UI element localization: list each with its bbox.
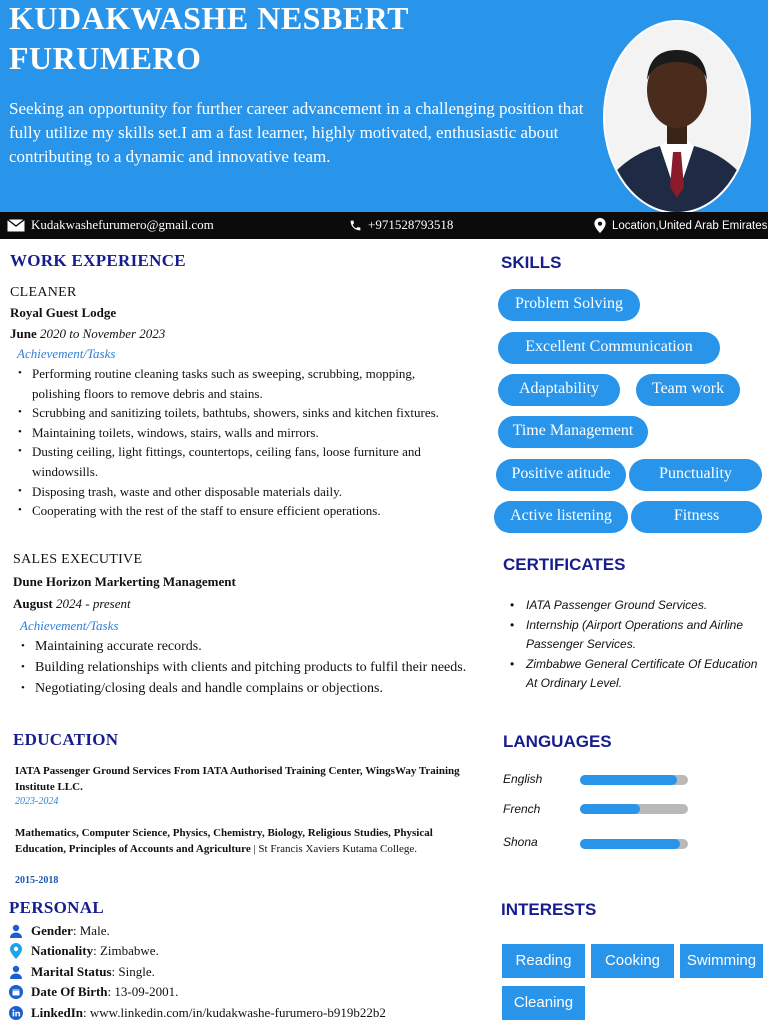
education-item-2: Mathematics, Computer Science, Physics, Chemistry, Biology, Religious Studies, Physical Education, Principles of Accounts and Agriculture | St Francis Xaviers Kutama College. [15,827,433,855]
company-1: Royal Guest Lodge [10,305,117,320]
list-item: • Negotiating/closing deals and handle complains or objections. [13,678,468,699]
list-item: • Maintaining accurate records. [13,636,468,657]
language-bar-english [580,775,688,785]
interest-reading: Reading [502,944,585,978]
language-bar-french [580,804,688,814]
list-item: • Zimbabwe General Certificate Of Education At Ordinary Level. [508,655,763,694]
list-item: • Building relationships with clients and pitching products to fulfil their needs. [13,657,468,678]
envelope-icon [7,219,25,232]
list-item: • Dusting ceiling, light fittings, countertops, ceiling fans, loose furniture and windowsills. [10,442,460,481]
list-item: • Scrubbing and sanitizing toilets, bathtubs, showers, sinks and kitchen fixtures. [10,403,460,423]
language-level-fill [580,775,677,785]
personal-date-of-birth: Date Of Birth: 13-09-2001. [9,983,178,1001]
linkedin-icon [9,1006,23,1020]
personal-nationality: Nationality: Zimbabwe. [9,942,159,960]
location-pin-icon [9,943,23,959]
job-title-1: CLEANER [10,285,77,300]
list-item: • Cooperating with the rest of the staff to ensure efficient operations. [10,501,460,521]
skill-problem-solving: Problem Solving [498,289,640,321]
user-icon [9,965,23,979]
list-item: • Disposing trash, waste and other disposable materials daily. [10,482,460,502]
user-icon [9,924,23,938]
skill-punctuality: Punctuality [629,459,762,491]
language-english: English [503,772,543,786]
location-text: Location,United Arab Emirates [612,219,768,232]
skills-heading: SKILLS [501,253,562,272]
language-french: French [503,802,541,816]
list-item: • Performing routine cleaning tasks such as sweeping, scrubbing, mopping, polishing floors to remove debris and stains. [10,364,460,403]
skill-adaptability: Adaptability [498,374,620,406]
work-experience-heading: WORK EXPERIENCE [10,251,186,270]
profile-photo [603,20,751,214]
header-banner [0,0,768,212]
education-years-2: 2015-2018 [15,875,59,886]
skill-team-work: Team work [636,374,740,406]
location-pin-icon [594,218,606,233]
tasks-label-1: Achievement/Tasks [17,346,116,361]
job-dates-2: August 2024 - present [13,596,131,611]
languages-heading: LANGUAGES [503,732,612,751]
personal-marital-status: Marital Status: Single. [9,963,155,981]
contact-email[interactable] [7,217,214,233]
person-portrait-icon [605,22,749,212]
email-text: Kudakwashefurumero@gmail.com [31,217,214,232]
phone-text: +971528793518 [368,217,454,232]
education-item-1: IATA Passenger Ground Services From IATA Authorised Training Center, WingsWay Training Institute LLC. [15,765,460,793]
personal-linkedin[interactable]: LinkedIn: www.linkedin.com/in/kudakwashe-furumero-b919b22b2 [9,1004,386,1022]
task-list-1 [10,364,460,521]
personal-heading: PERSONAL [9,898,104,917]
list-item: • Internship (Airport Operations and Airline Passenger Services. [508,616,763,655]
list-item: • Maintaining toilets, windows, stairs, walls and mirrors. [10,423,460,443]
summary-text: Seeking an opportunity for further career advancement in a challenging position that fully utilize my skills set.I am a fast learner, highly motivated, enthusiastic about contributing to a dynamic and innovative team. [9,99,584,166]
skill-excellent-communication: Excellent Communication [498,332,720,364]
education-years-1: 2023-2024 [15,796,59,807]
skill-active-listening: Active listening [494,501,628,533]
task-list-2 [13,636,468,699]
interests-heading: INTERESTS [501,900,597,919]
certificates-heading: CERTIFICATES [503,555,626,574]
interest-cleaning: Cleaning [502,986,585,1020]
interest-cooking: Cooking [591,944,674,978]
contact-phone[interactable] [349,217,453,233]
phone-icon [349,219,362,232]
language-shona: Shona [503,835,538,849]
interest-swimming: Swimming [680,944,763,978]
job-title-2: SALES EXECUTIVE [13,552,143,567]
full-name: KUDAKWASHE NESBERT FURUMERO [9,0,409,76]
calendar-icon [9,985,23,999]
contact-bar [0,212,768,239]
language-bar-shona [580,839,688,849]
skill-time-management: Time Management [498,416,648,448]
list-item: • IATA Passenger Ground Services. [508,596,763,616]
tasks-label-2: Achievement/Tasks [20,618,119,633]
language-level-fill [580,839,680,849]
certificates-list [508,596,763,694]
company-2: Dune Horizon Markerting Management [13,574,236,589]
job-dates-1: June 2020 to November 2023 [10,326,166,341]
skill-positive-atitude: Positive atitude [496,459,626,491]
personal-gender: Gender: Male. [9,922,110,940]
education-heading: EDUCATION [13,730,119,749]
skill-fitness: Fitness [631,501,762,533]
language-level-fill [580,804,640,814]
contact-location [594,218,767,233]
